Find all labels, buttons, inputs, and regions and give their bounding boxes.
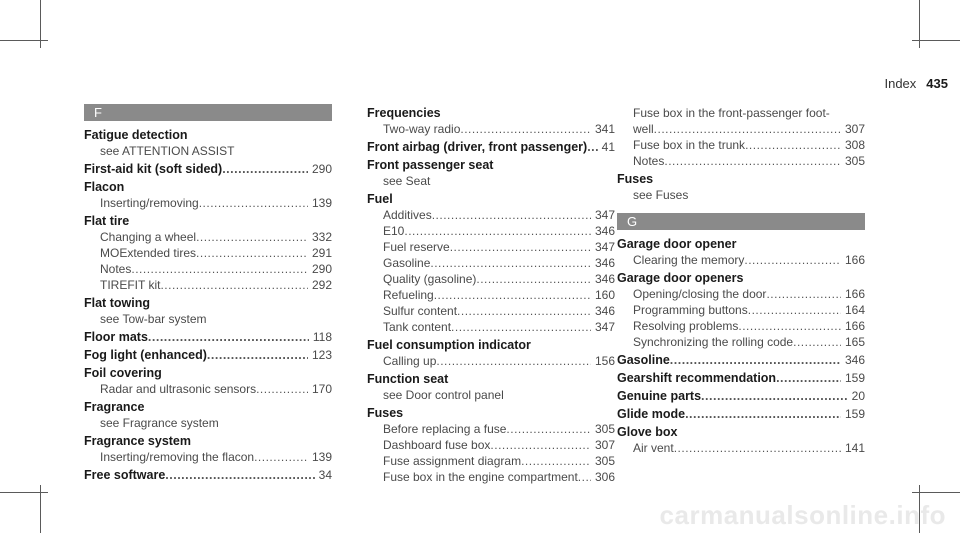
dot-leader: [199, 195, 308, 211]
page-ref[interactable]: 307: [594, 438, 615, 452]
index-term[interactable]: [617, 370, 865, 386]
term-text: Floor mats: [84, 330, 148, 344]
index-subentry[interactable]: [84, 229, 332, 245]
dot-leader: [664, 153, 841, 169]
dot-leader: [670, 352, 841, 368]
page-ref[interactable]: 306: [594, 470, 615, 484]
dot-leader: [738, 318, 841, 334]
page-ref[interactable]: 164: [844, 303, 865, 317]
dot-leader: [434, 287, 591, 303]
index-subentry[interactable]: [617, 153, 865, 169]
index-subentry[interactable]: [84, 195, 332, 211]
index-subentry: see Door control panel: [383, 388, 504, 402]
page-ref[interactable]: 141: [844, 441, 865, 455]
page-ref[interactable]: 347: [594, 208, 615, 222]
page-ref[interactable]: 41: [601, 140, 615, 154]
index-term: Function seat: [367, 372, 449, 386]
dot-leader: [654, 121, 841, 137]
dot-leader: [745, 137, 841, 153]
index-subentry[interactable]: [367, 303, 615, 319]
subentry-text: Notes: [633, 154, 665, 168]
index-entry: [617, 388, 865, 404]
page-ref[interactable]: 290: [311, 262, 332, 276]
dot-leader: [460, 121, 591, 137]
index-term[interactable]: [617, 406, 865, 422]
term-text: Gasoline: [617, 353, 670, 367]
subentry-text: Fuse box in the engine compartment: [383, 470, 578, 484]
subentry-text: Inserting/removing the flacon: [100, 450, 255, 464]
dot-leader: [254, 449, 308, 465]
dot-leader: [165, 467, 314, 483]
section-label: Index: [884, 76, 917, 91]
subentry-text: Fuse assignment diagram: [383, 454, 522, 468]
index-subentry[interactable]: [84, 449, 332, 465]
index-entry: [617, 105, 865, 169]
dot-leader: [476, 271, 591, 287]
index-entry: [84, 365, 332, 397]
index-subentry[interactable]: [617, 334, 865, 350]
crop-mark: [0, 40, 48, 41]
index-entry: [84, 329, 332, 345]
subentry-text: Notes: [100, 262, 132, 276]
index-entry: [84, 213, 332, 293]
dot-leader: [148, 329, 309, 345]
index-column: [617, 103, 865, 456]
index-subentry[interactable]: [617, 121, 865, 137]
index-term: Fuses: [617, 172, 654, 186]
dot-leader: [521, 453, 591, 469]
index-entry: [617, 370, 865, 386]
index-entry: [84, 127, 332, 159]
page-ref[interactable]: 290: [311, 162, 332, 176]
page-ref[interactable]: 170: [311, 382, 332, 396]
index-subentry[interactable]: [367, 421, 615, 437]
term-text: Fog light (enhanced): [84, 348, 207, 362]
subentry-text: Gasoline: [383, 256, 431, 270]
index-entry: [84, 467, 332, 483]
index-term: Front passenger seat: [367, 158, 494, 172]
page-ref[interactable]: 305: [594, 454, 615, 468]
index-term[interactable]: [617, 388, 865, 404]
dot-leader: [744, 252, 841, 268]
subentry-text: Programming buttons: [633, 303, 748, 317]
index-term: Fatigue detection: [84, 128, 188, 142]
index-term: Glove box: [617, 425, 678, 439]
dot-leader: [685, 406, 841, 422]
dot-leader: [436, 353, 591, 369]
index-entry: [84, 433, 332, 465]
dot-leader: [160, 277, 308, 293]
index-term: Foil covering: [84, 366, 162, 380]
dot-leader: [748, 302, 841, 318]
index-subentry[interactable]: [367, 319, 615, 335]
index-entry: [84, 295, 332, 327]
index-term[interactable]: [84, 467, 332, 483]
index-subentry: Fuse box in the front-passenger foot-: [633, 106, 830, 120]
page-ref[interactable]: 346: [594, 304, 615, 318]
section-gap: [617, 203, 865, 213]
dot-leader: [131, 261, 308, 277]
letter-header: F: [84, 104, 332, 121]
term-text: Glide mode: [617, 407, 686, 421]
page-ref[interactable]: 347: [594, 320, 615, 334]
index-subentry[interactable]: [367, 121, 615, 137]
dot-leader: [776, 370, 841, 386]
index-entry: [84, 399, 332, 431]
index-term[interactable]: [84, 347, 332, 363]
index-subentry[interactable]: [84, 277, 332, 293]
dot-leader: [256, 381, 308, 397]
subentry-text: E10: [383, 224, 405, 238]
dot-leader: [222, 161, 308, 177]
letter-header: G: [617, 213, 865, 230]
dot-leader: [766, 286, 841, 302]
index-term: Flacon: [84, 180, 125, 194]
page-ref[interactable]: 307: [844, 122, 865, 136]
index-subentry[interactable]: [617, 252, 865, 268]
page-ref[interactable]: 159: [844, 371, 865, 385]
index-subentry[interactable]: [84, 261, 332, 277]
subentry-text: Calling up: [383, 354, 437, 368]
index-entry: [367, 105, 615, 137]
page-ref[interactable]: 118: [312, 330, 332, 344]
index-subentry[interactable]: [367, 271, 615, 287]
index-subentry[interactable]: [367, 453, 615, 469]
page-ref[interactable]: 346: [594, 256, 615, 270]
page-ref[interactable]: 341: [594, 122, 615, 136]
term-text: Genuine parts: [617, 389, 702, 403]
index-term: Frequencies: [367, 106, 441, 120]
index-subentry: see ATTENTION ASSIST: [100, 144, 235, 158]
page-ref[interactable]: 34: [318, 468, 332, 482]
index-term: Flat tire: [84, 214, 130, 228]
index-term[interactable]: [367, 139, 615, 155]
page-ref[interactable]: 346: [594, 272, 615, 286]
crop-mark: [912, 492, 960, 493]
dot-leader: [490, 437, 591, 453]
page-ref[interactable]: 20: [851, 389, 865, 403]
subentry-text: Synchronizing the rolling code: [633, 335, 794, 349]
subentry-text: well: [633, 122, 654, 136]
index-entry: [617, 236, 865, 268]
index-subentry[interactable]: [367, 287, 615, 303]
index-subentry: see Fragrance system: [100, 416, 219, 430]
subentry-text: TIREFIT kit: [100, 278, 161, 292]
dot-leader: [674, 440, 841, 456]
watermark: carmanualsonline.info: [659, 500, 946, 530]
index-subentry[interactable]: [617, 440, 865, 456]
subentry-text: Sulfur content: [383, 304, 458, 318]
dot-leader: [578, 469, 591, 485]
subentry-text: Dashboard fuse box: [383, 438, 491, 452]
index-subentry[interactable]: [84, 245, 332, 261]
page-ref[interactable]: 139: [311, 450, 332, 464]
subentry-text: Radar and ultrasonic sensors: [100, 382, 257, 396]
subentry-text: Clearing the memory: [633, 253, 745, 267]
term-text: Front airbag (driver, front passenger): [367, 140, 588, 154]
index-subentry: see Tow-bar system: [100, 312, 207, 326]
page-ref[interactable]: 139: [311, 196, 332, 210]
subentry-text: Tank content: [383, 320, 452, 334]
page-header: [884, 76, 948, 91]
index-entry: [84, 347, 332, 363]
index-subentry[interactable]: [367, 223, 615, 239]
index-column: [84, 104, 332, 483]
subentry-text: Opening/closing the door: [633, 287, 767, 301]
index-entry: [84, 179, 332, 211]
page-ref[interactable]: 166: [844, 319, 865, 333]
subentry-text: Quality (gasoline): [383, 272, 477, 286]
page-ref[interactable]: 346: [844, 353, 865, 367]
index-term: Flat towing: [84, 296, 150, 310]
page-ref[interactable]: 305: [844, 154, 865, 168]
subentry-text: MOExtended tires: [100, 246, 197, 260]
dot-leader: [506, 421, 591, 437]
term-text: Gearshift recommendation: [617, 371, 777, 385]
index-subentry[interactable]: [617, 302, 865, 318]
index-entry: [367, 191, 615, 335]
index-subentry[interactable]: [367, 239, 615, 255]
dot-leader: [587, 139, 597, 155]
index-entry: [617, 171, 865, 203]
subentry-text: Two-way radio: [383, 122, 461, 136]
subentry-text: Resolving problems: [633, 319, 739, 333]
dot-leader: [430, 255, 591, 271]
index-term: Fuses: [367, 406, 404, 420]
index-entry: [367, 139, 615, 155]
page-number: 435: [926, 76, 948, 91]
dot-leader: [207, 347, 308, 363]
term-text: First-aid kit (soft sided): [84, 162, 223, 176]
index-subentry[interactable]: [367, 437, 615, 453]
page-ref[interactable]: 292: [311, 278, 332, 292]
dot-leader: [451, 319, 591, 335]
index-entry: [367, 337, 615, 369]
index-column: [367, 103, 615, 485]
index-entry: [617, 270, 865, 350]
index-subentry[interactable]: [84, 381, 332, 397]
page-ref[interactable]: 308: [844, 138, 865, 152]
dot-leader: [196, 229, 308, 245]
page-ref[interactable]: 166: [844, 287, 865, 301]
index-entry: [367, 157, 615, 189]
page-ref[interactable]: 159: [844, 407, 865, 421]
index-entry: [617, 424, 865, 456]
index-entry: [367, 371, 615, 403]
subentry-text: Additives: [383, 208, 432, 222]
index-term[interactable]: [617, 352, 865, 368]
index-subentry[interactable]: [617, 286, 865, 302]
page-ref[interactable]: 347: [594, 240, 615, 254]
subentry-text: Fuse box in the trunk: [633, 138, 746, 152]
subentry-text: Air vent: [633, 441, 674, 455]
index-entry: [617, 352, 865, 368]
subentry-text: Inserting/removing: [100, 196, 199, 210]
index-subentry[interactable]: [367, 469, 615, 485]
page-ref[interactable]: 165: [844, 335, 865, 349]
crop-mark: [912, 40, 960, 41]
page-ref[interactable]: 305: [594, 422, 615, 436]
index-subentry: see Fuses: [633, 188, 689, 202]
index-entry: [617, 406, 865, 422]
dot-leader: [196, 245, 308, 261]
term-text: Free software: [84, 468, 166, 482]
subentry-text: Before replacing a fuse: [383, 422, 507, 436]
index-subentry[interactable]: [367, 207, 615, 223]
page-ref[interactable]: 291: [311, 246, 332, 260]
dot-leader: [404, 223, 591, 239]
dot-leader: [457, 303, 591, 319]
page-ref[interactable]: 346: [594, 224, 615, 238]
index-term: Fragrance: [84, 400, 145, 414]
index-subentry[interactable]: [617, 318, 865, 334]
index-entry: [84, 161, 332, 177]
dot-leader: [432, 207, 591, 223]
index-subentry[interactable]: [367, 353, 615, 369]
index-term[interactable]: [84, 161, 332, 177]
subentry-text: Changing a wheel: [100, 230, 197, 244]
page-ref[interactable]: 160: [594, 288, 615, 302]
page-ref[interactable]: 166: [844, 253, 865, 267]
index-term: Fuel: [367, 192, 393, 206]
crop-mark: [0, 492, 48, 493]
dot-leader: [450, 239, 591, 255]
index-entry: [367, 405, 615, 485]
index-subentry[interactable]: [617, 137, 865, 153]
index-term: Fragrance system: [84, 434, 192, 448]
dot-leader: [701, 388, 848, 404]
index-subentry[interactable]: [367, 255, 615, 271]
index-term[interactable]: [84, 329, 332, 345]
dot-leader: [793, 334, 841, 350]
subentry-text: Fuel reserve: [383, 240, 450, 254]
page-ref[interactable]: 332: [311, 230, 332, 244]
index-term: Garage door openers: [617, 271, 744, 285]
page-ref[interactable]: 123: [311, 348, 332, 362]
index-term: Fuel consumption indicator: [367, 338, 531, 352]
subentry-text: Refueling: [383, 288, 434, 302]
page-ref[interactable]: 156: [594, 354, 615, 368]
index-term: Garage door opener: [617, 237, 737, 251]
index-subentry: see Seat: [383, 174, 431, 188]
